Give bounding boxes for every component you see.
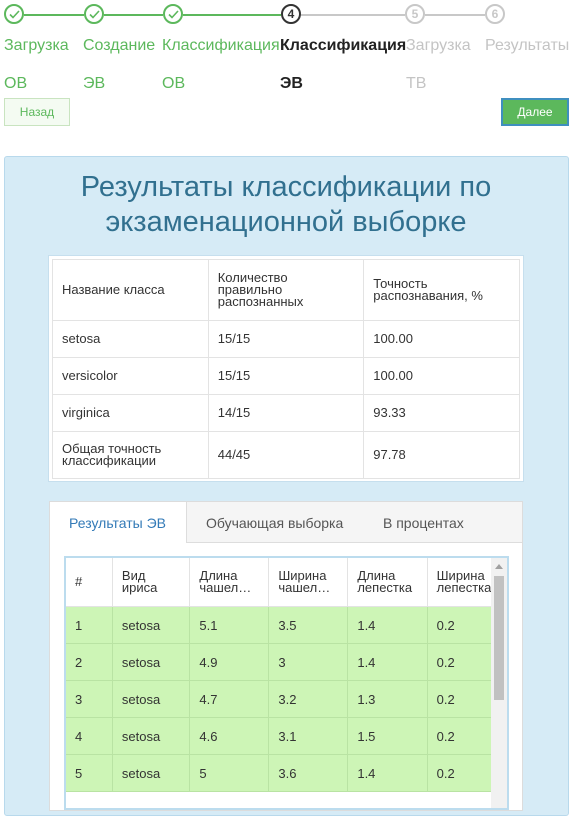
grid-header-row (66, 558, 507, 607)
table-cell: virginica (53, 395, 209, 432)
tab-training-set[interactable]: Обучающая выборка (206, 515, 344, 531)
table-cell: 3.5 (269, 607, 348, 644)
table-cell: 1.3 (348, 681, 427, 718)
step-connector (301, 14, 405, 16)
next-button[interactable]: Далее (501, 98, 569, 126)
table-cell: 0.2 (427, 607, 506, 644)
step-connector (104, 14, 163, 16)
step-label: Создание (83, 37, 156, 54)
table-cell: 1.4 (348, 607, 427, 644)
page-title: Результаты классификации по экзаменационной выборке (80, 171, 492, 238)
results-card (49, 501, 523, 811)
table-cell: 44/45 (208, 432, 364, 479)
column-header[interactable]: Длина лепестка (348, 558, 427, 607)
tab-percent[interactable]: В процентах (383, 515, 464, 531)
step-label: Классификация (162, 37, 280, 54)
table-cell: 2 (66, 644, 112, 681)
table-row (53, 321, 520, 358)
column-header[interactable]: # (66, 558, 112, 607)
table-cell: 0.2 (427, 644, 506, 681)
table-cell: 4 (66, 718, 112, 755)
table-cell: 5 (190, 755, 269, 792)
step-connector (24, 14, 84, 16)
table-cell: 4.7 (190, 681, 269, 718)
table-cell: 3 (269, 644, 348, 681)
column-header[interactable]: Длина чашел… (190, 558, 269, 607)
table-row[interactable] (66, 681, 507, 718)
scrollbar-thumb[interactable] (494, 576, 504, 700)
table-cell: 3.1 (269, 718, 348, 755)
table-row[interactable] (66, 718, 507, 755)
check-icon (4, 4, 24, 24)
table-cell: 100.00 (364, 321, 520, 358)
wizard-stepper (0, 0, 572, 95)
table-row[interactable] (66, 644, 507, 681)
tab-results-ev[interactable]: Результаты ЭВ (50, 502, 187, 543)
results-grid[interactable] (64, 556, 509, 810)
step-label: ОВ (162, 75, 186, 92)
column-header[interactable]: Ширина лепестка (427, 558, 506, 607)
table-cell: 15/15 (208, 321, 364, 358)
column-header[interactable]: Ширина чашел… (269, 558, 348, 607)
table-cell: 15/15 (208, 358, 364, 395)
table-cell: 4.6 (190, 718, 269, 755)
table-cell: 3 (66, 681, 112, 718)
step-connector (425, 14, 485, 16)
table-cell: versicolor (53, 358, 209, 395)
table-cell: setosa (112, 607, 189, 644)
back-button[interactable]: Назад (4, 98, 70, 126)
step-number: 5 (405, 4, 425, 24)
step-number: 6 (485, 4, 505, 24)
table-cell: setosa (112, 718, 189, 755)
column-header: Название класса (53, 260, 209, 321)
table-cell: 0.2 (427, 755, 506, 792)
table-cell: 14/15 (208, 395, 364, 432)
tab-bar (50, 502, 522, 543)
table-cell: 3.2 (269, 681, 348, 718)
vertical-scrollbar[interactable] (491, 558, 507, 808)
scroll-up-arrow-icon[interactable] (495, 564, 503, 569)
step-connector (183, 14, 281, 16)
table-cell: 5.1 (190, 607, 269, 644)
summary-table (49, 256, 523, 481)
check-icon (84, 4, 104, 24)
table-cell: 4.9 (190, 644, 269, 681)
step-label: ЭВ (83, 75, 106, 92)
step-number: 4 (281, 4, 301, 24)
step-label: Загрузка (406, 37, 471, 54)
step-label: ЭВ (280, 75, 303, 92)
step-label: Результаты (485, 37, 570, 54)
table-row (53, 432, 520, 479)
table-cell: 0.2 (427, 681, 506, 718)
table-row (53, 395, 520, 432)
table-cell: 1.4 (348, 755, 427, 792)
check-icon (163, 4, 183, 24)
column-header: Точность распознавания, % (364, 260, 520, 321)
table-row[interactable] (66, 755, 507, 792)
step-label: Загрузка (4, 37, 69, 54)
table-cell: 1.5 (348, 718, 427, 755)
table-cell: setosa (112, 644, 189, 681)
table-cell: setosa (53, 321, 209, 358)
table-cell: 93.33 (364, 395, 520, 432)
table-cell: 0.2 (427, 718, 506, 755)
column-header[interactable]: Вид ириса (112, 558, 189, 607)
step-label: ТВ (406, 75, 427, 92)
table-cell: 97.78 (364, 432, 520, 479)
table-cell: 3.6 (269, 755, 348, 792)
table-cell: setosa (112, 681, 189, 718)
table-cell: 5 (66, 755, 112, 792)
column-header: Количество правильно распознанных (208, 260, 364, 321)
table-cell: setosa (112, 755, 189, 792)
table-row (53, 358, 520, 395)
table-cell: Общая точность классификации (53, 432, 209, 479)
table-cell: 1 (66, 607, 112, 644)
step-label: Классификация (280, 37, 407, 54)
summary-header-row (53, 260, 520, 321)
step-label: ОВ (4, 75, 28, 92)
table-cell: 100.00 (364, 358, 520, 395)
table-row[interactable] (66, 607, 507, 644)
table-cell: 1.4 (348, 644, 427, 681)
